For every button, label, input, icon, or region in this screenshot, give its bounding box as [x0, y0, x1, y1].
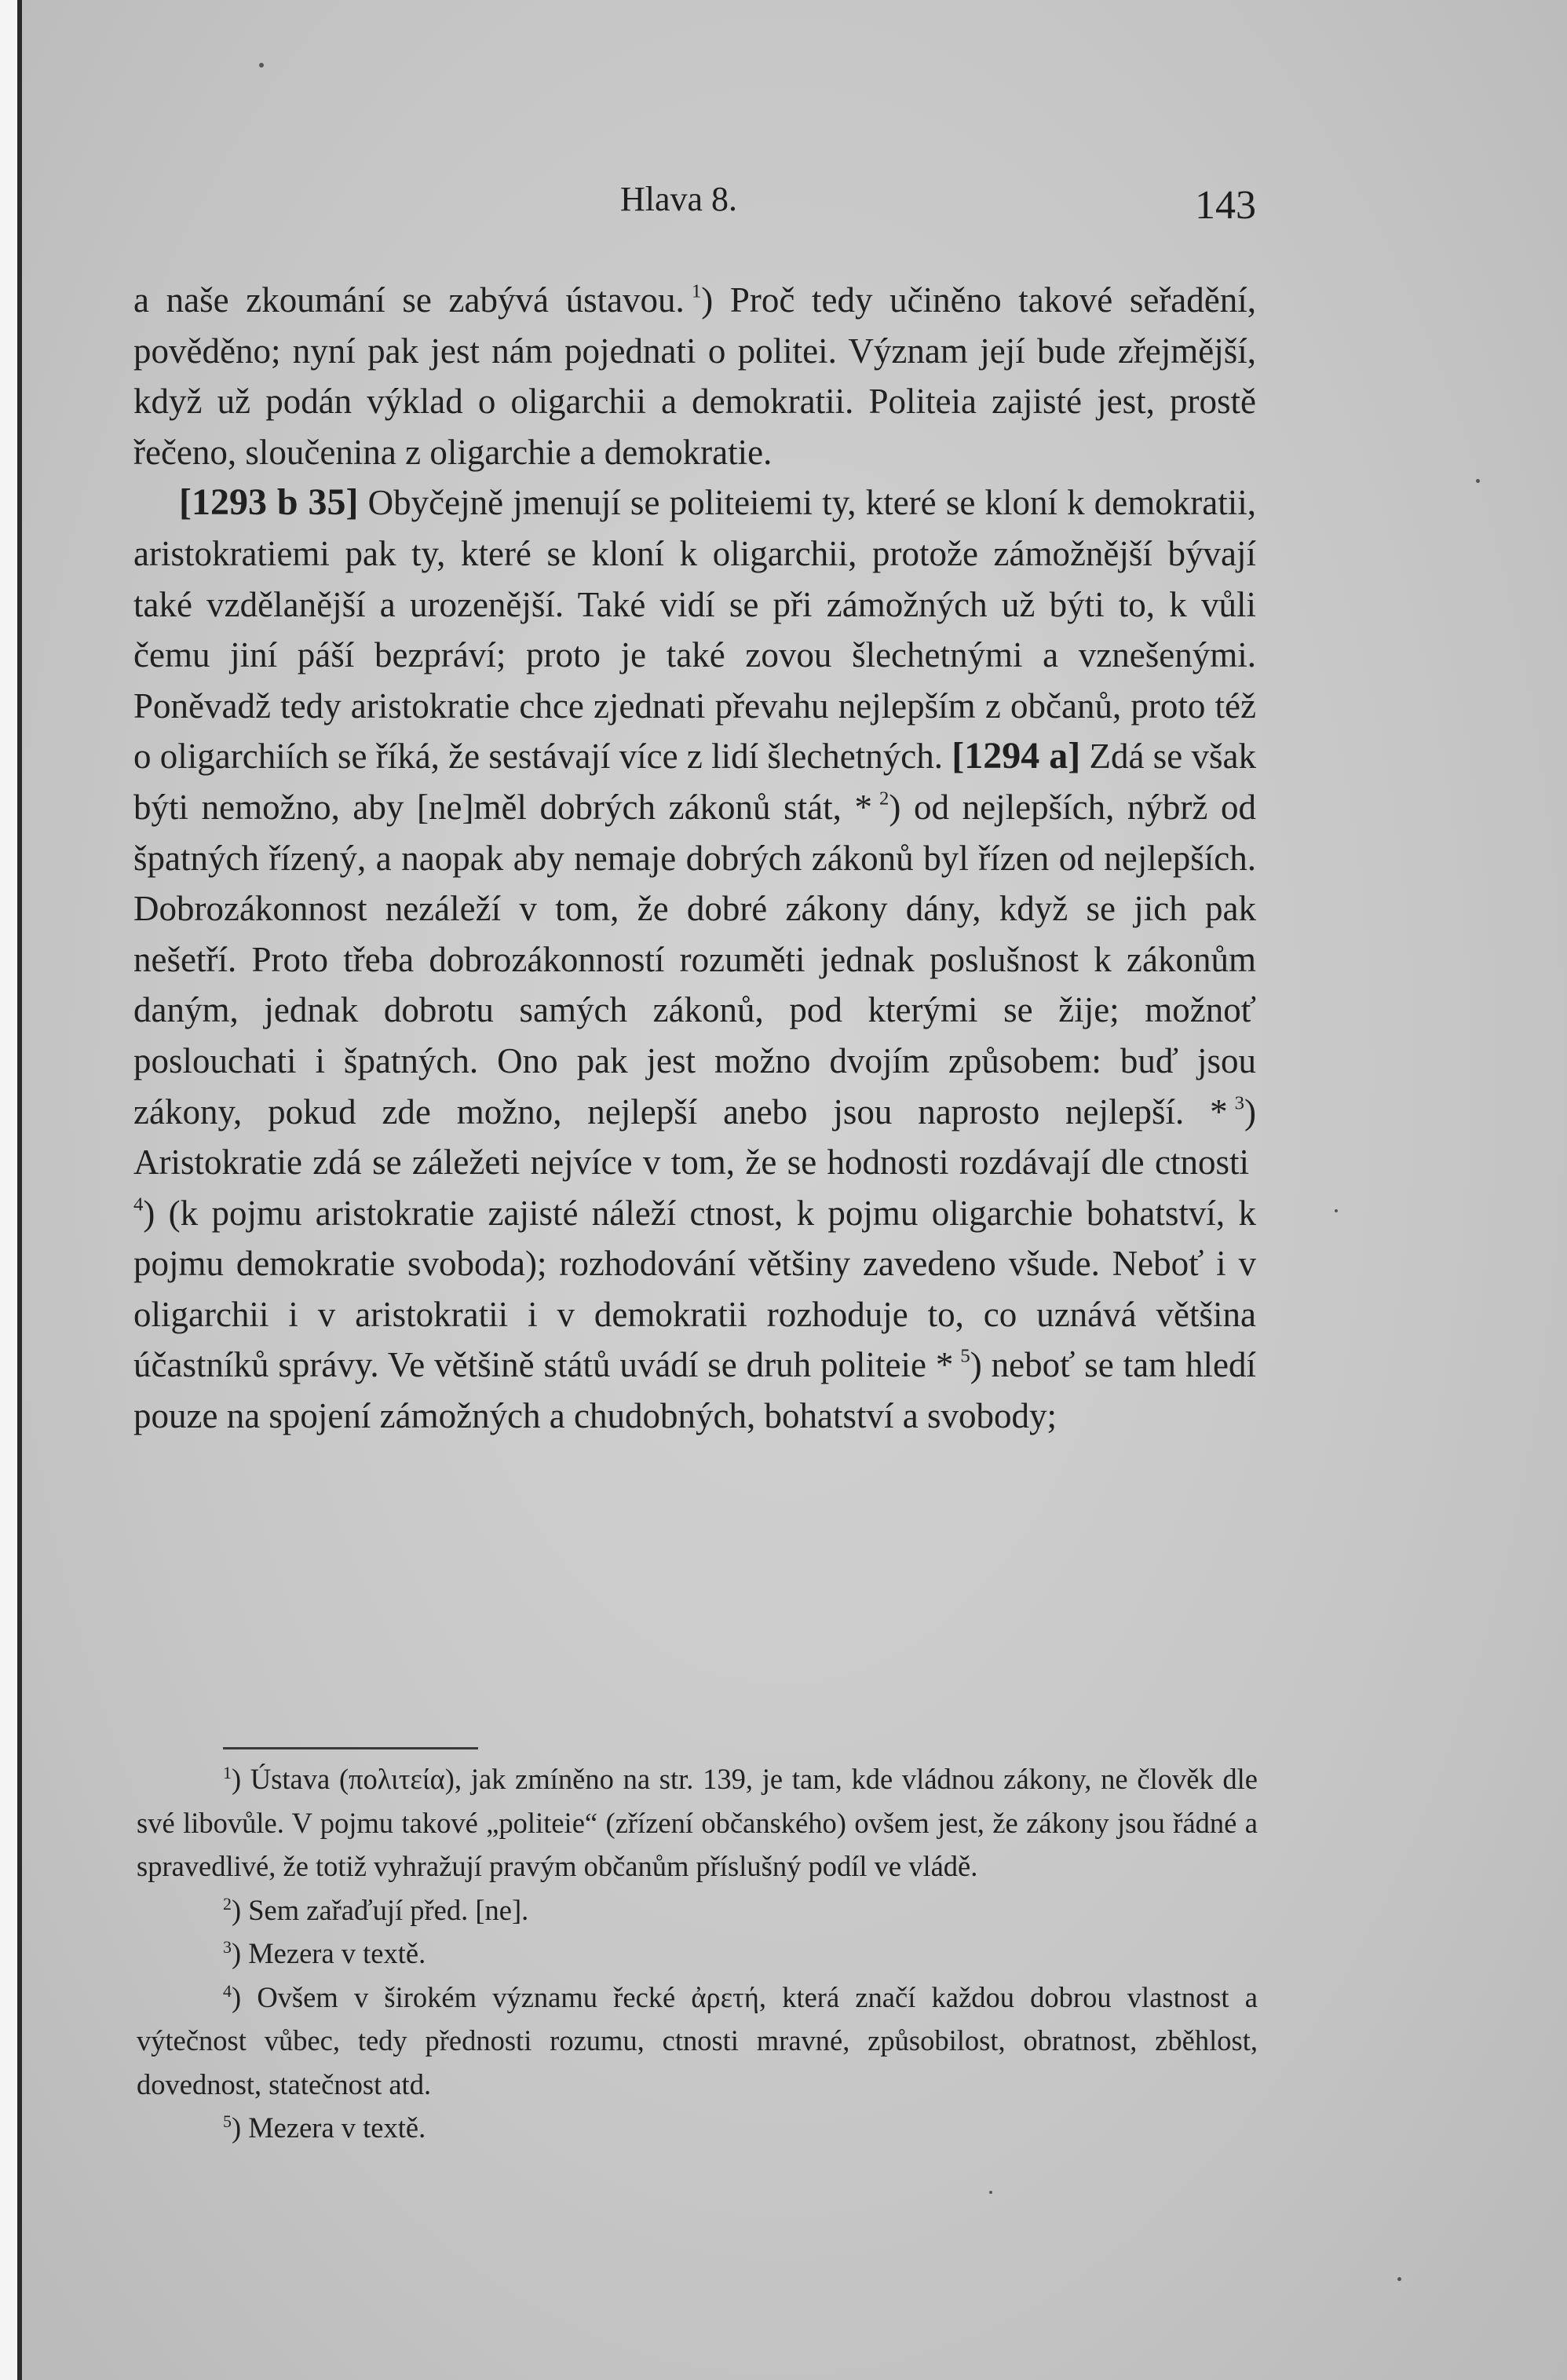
footnote-3	[137, 1932, 1258, 1976]
page-header	[133, 179, 1256, 234]
footnote-5	[137, 2106, 1258, 2150]
footnote-1	[137, 1757, 1258, 1888]
marginal-reference-1293b35: [1293 b 35]	[179, 481, 359, 524]
footnote-1-text: ) Ústava (πολιτεία), jak zmíněno na str. 139, je tam, kde vládnou zákony, ne člověk dle své libovůle. V pojmu takové „politeie“ (zřízení občanského) ovšem jest, že zákony jsou řádné a spravedlivé, že totiž vyhražují pravým občanům příslušný podíl ve vládě.	[137, 1763, 1258, 1882]
scan-speck	[1335, 1209, 1338, 1212]
paragraph-2	[133, 477, 1256, 1441]
p2-text-c: ) od nejlepších, nýbrž od špatných řízený, a naopak aby nemaje dobrých zákonů byl řízen od nejlepších. Dobrozákonnost nezáleží v tom, že dobré zákony dány, když se jich pak nešetří. Proto třeba dobrozákonností rozuměti jednak poslušnost k zákonům daným, jednak dobrotu samých zákonů, pod kterými se žije; možnoť poslouchati i špatných. Ono pak jest možno dvojím způsobem: buď jsou zákony, pokud zde možno, nejlepší anebo jsou naprosto nejlepší. *	[133, 787, 1256, 1132]
p2-text-e: ) (k pojmu aristokratie zajisté náleží ctnost, k pojmu oligarchie bohatství, k pojmu demokratie svoboda); rozhodování většiny zavedeno všude. Neboť i v oligarchii i v aristokratii i v demokratii rozhoduje to, co uznává většina účastníků správy. Ve většině států uvádí se druh politeie *	[133, 1193, 1256, 1385]
scan-speck	[1476, 479, 1480, 483]
scan-speck	[259, 63, 264, 68]
footnotes	[137, 1757, 1258, 2150]
footnote-2	[137, 1888, 1258, 1932]
footnote-ref-5[interactable]: 5	[960, 1345, 970, 1367]
p1-text-a: a naše zkoumání se zabývá ústavou.	[133, 280, 685, 320]
footnote-4	[137, 1976, 1258, 2107]
scan-speck	[989, 2191, 992, 2194]
page-number: 143	[1195, 183, 1256, 228]
p1-text-b: ) Proč tedy učiněno takové seřadění, pověděno; nyní pak jest nám pojednati o politei. Význam její bude zřejmější, když už podán výklad o oligarchii a demokratii. Politeia zajisté jest, prostě řečeno, sloučenina z oligarchie a demokratie.	[133, 280, 1256, 472]
running-head: Hlava 8.	[620, 180, 738, 218]
footnote-separator-rule	[223, 1747, 478, 1749]
marginal-reference-1294a: [1294 a]	[952, 735, 1081, 777]
footnote-4-text: ) Ovšem v širokém významu řecké ἀρετή, která značí každou dobrou vlastnost a výtečnost vůbec, tedy přednosti rozumu, ctnosti mravné, způsobilost, obratnost, zběhlost, dovednost, statečnost atd.	[137, 1980, 1258, 2100]
p2-text-b: Zdá se však býti nemožno, aby [ne]měl dobrých zákonů stát, *	[133, 737, 1256, 827]
book-spine-edge	[0, 0, 22, 2380]
footnote-ref-2[interactable]: 2	[879, 788, 889, 810]
scan-speck	[1397, 2277, 1401, 2281]
footnote-4-mark: 4	[223, 1980, 232, 2001]
footnote-3-mark: 3	[223, 1936, 232, 1957]
footnote-ref-4[interactable]: 4	[133, 1194, 144, 1216]
footnote-3-text: ) Mezera v textě.	[231, 1937, 426, 1969]
footnote-5-mark: 5	[223, 2111, 232, 2131]
footnote-2-mark: 2	[223, 1893, 232, 1914]
footnote-ref-1[interactable]: 1	[691, 280, 702, 302]
footnote-5-text: ) Mezera v textě.	[231, 2111, 426, 2144]
p2-text-f: ) neboť se tam hledí pouze na spojení zámožných a chudobných, bohatství a svobody;	[133, 1345, 1256, 1436]
footnote-1-mark: 1	[223, 1762, 232, 1782]
main-text	[133, 275, 1256, 1442]
p2-text-a: Obyčejně jmenují se politeiemi ty, které se kloní k demokratii, aristokratiemi pak ty, které se kloní k oligarchii, protože zámožnější bývají také vzdělanější a urozenější. Také vidí se při zámožných už býti to, k vůli čemu jiní páší bezpráví; proto je také zovou šlechetnými a vznešenými. Poněvadž tedy aristokratie chce zjednati převahu nejlepším z občanů, proto též o oligarchiích se říká, že sestávají více z lidí šlechetných.	[133, 483, 1257, 777]
footnote-2-text: ) Sem zařaďují před. [ne].	[231, 1893, 529, 1926]
paragraph-1	[133, 275, 1256, 477]
p2-text-d: ) Aristokratie zdá se záležeti nejvíce v tom, že se hodnosti rozdávají dle ctnosti	[133, 1091, 1256, 1183]
footnote-ref-3[interactable]: 3	[1234, 1091, 1244, 1113]
